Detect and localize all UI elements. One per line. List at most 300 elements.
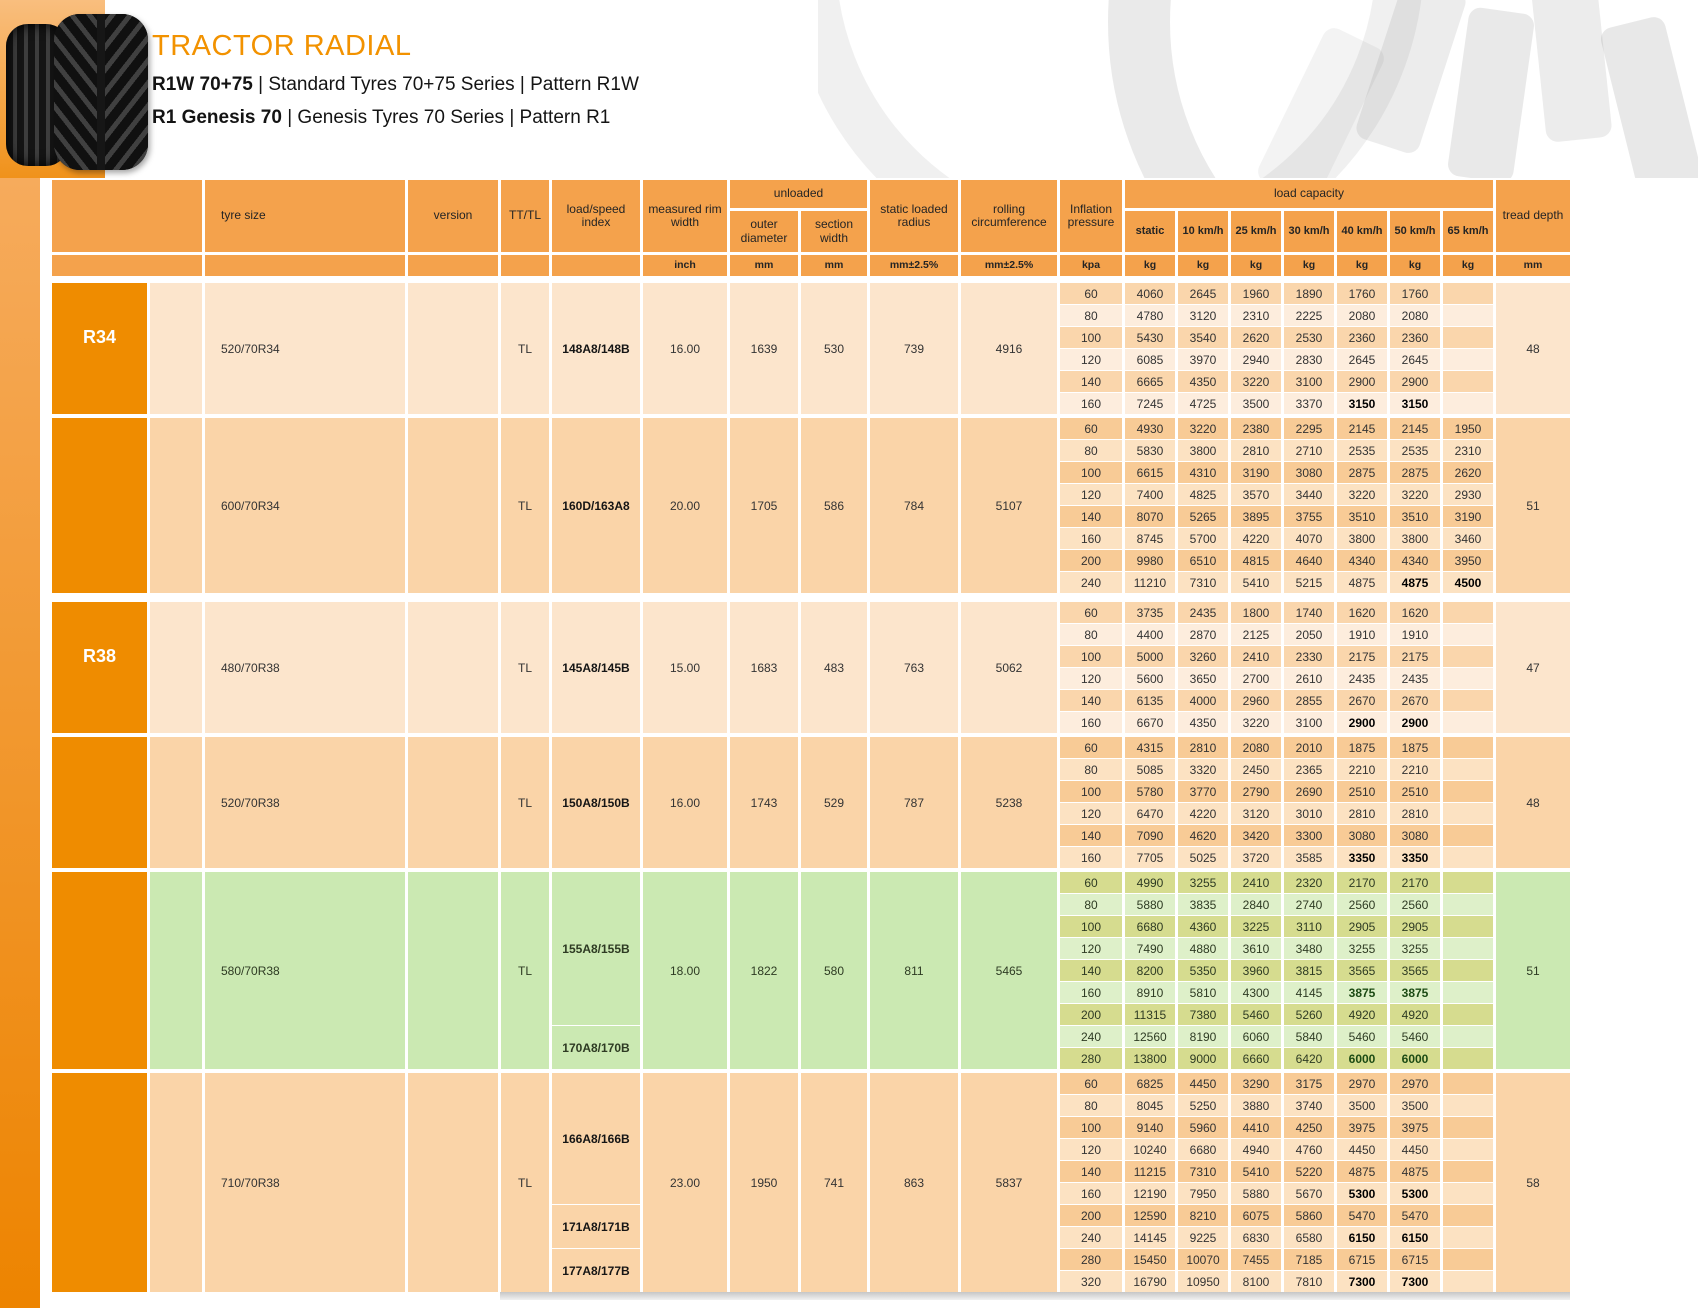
cell-pressure: 80 (1060, 894, 1122, 915)
cell-load-kg: 6825 (1125, 1073, 1175, 1094)
cell-pressure: 140 (1060, 1161, 1122, 1182)
cell-load-kg: 3740 (1284, 1095, 1334, 1116)
cell-load-kg: 2050 (1284, 624, 1334, 645)
cell-tread-depth: 48 (1496, 737, 1570, 868)
cell-load-kg: 1910 (1337, 624, 1387, 645)
cell-load-kg: 2840 (1231, 894, 1281, 915)
cell-load-kg: 6830 (1231, 1227, 1281, 1248)
header-speed-40kmh: 40 km/h (1337, 211, 1387, 252)
cell-load-kg: 2875 (1337, 462, 1387, 483)
cell-load-kg: 2310 (1443, 440, 1493, 461)
units-kg-4: kg (1337, 255, 1387, 276)
cell-outer-diameter: 1950 (730, 1073, 798, 1292)
table-bottom-shadow (500, 1292, 1570, 1300)
cell-load-kg: 5600 (1125, 668, 1175, 689)
cell-load-kg: 4145 (1284, 982, 1334, 1003)
cell-static-loaded-radius: 787 (870, 737, 958, 868)
cell-load-kg: 4450 (1390, 1139, 1440, 1160)
cell-static-loaded-radius: 863 (870, 1073, 958, 1292)
cell-load-kg: 3220 (1178, 418, 1228, 439)
cell-load-kg: 2125 (1231, 624, 1281, 645)
cell-version (408, 602, 498, 733)
header-speed-50kmh: 50 km/h (1390, 211, 1440, 252)
cell-load-kg: 6060 (1231, 1026, 1281, 1047)
cell-load-kg: 4930 (1125, 418, 1175, 439)
cell-load-kg: 3800 (1337, 528, 1387, 549)
cell-outer-diameter: 1743 (730, 737, 798, 868)
cell-pressure: 100 (1060, 781, 1122, 802)
cell-load-kg: 2210 (1390, 759, 1440, 780)
cell-load-kg: 7380 (1178, 1004, 1228, 1025)
cell-pressure: 60 (1060, 872, 1122, 893)
cell-load-kg: 4920 (1390, 1004, 1440, 1025)
cell-load-kg: 2900 (1390, 371, 1440, 392)
cell-pressure: 100 (1060, 916, 1122, 937)
cell-load-speed-index: 177A8/177B (552, 1249, 640, 1292)
cell-tyre-size: 710/70R38 (205, 1073, 405, 1292)
cell-load-kg (1443, 1095, 1493, 1116)
cell-load-kg: 4360 (1178, 916, 1228, 937)
cell-load-kg: 5410 (1231, 572, 1281, 593)
units-kg-2: kg (1231, 255, 1281, 276)
cell-load-kg: 2900 (1390, 712, 1440, 733)
cell-measured-rim-width: 18.00 (643, 872, 727, 1069)
units-tread: mm (1496, 255, 1570, 276)
cell-pressure: 60 (1060, 602, 1122, 623)
cell-load-kg: 10950 (1178, 1271, 1228, 1292)
cell-load-kg: 10240 (1125, 1139, 1175, 1160)
cell-pressure: 100 (1060, 327, 1122, 348)
cell-load-kg: 5460 (1231, 1004, 1281, 1025)
cell-load-kg: 4875 (1390, 572, 1440, 593)
cell-load-kg: 7185 (1284, 1249, 1334, 1270)
cell-load-kg: 11215 (1125, 1161, 1175, 1182)
cell-pressure: 60 (1060, 283, 1122, 304)
cell-load-kg: 2080 (1390, 305, 1440, 326)
cell-pressure: 140 (1060, 690, 1122, 711)
cell-load-kg: 3110 (1284, 916, 1334, 937)
cell-pressure: 140 (1060, 960, 1122, 981)
cell-load-kg: 1740 (1284, 602, 1334, 623)
header-outer-diameter: outer diameter (730, 211, 798, 252)
cell-load-kg: 11315 (1125, 1004, 1175, 1025)
cell-load-kg: 3565 (1337, 960, 1387, 981)
cell-section-width: 586 (801, 418, 867, 593)
cell-pressure: 200 (1060, 1004, 1122, 1025)
cell-load-kg (1443, 712, 1493, 733)
units-section-width: mm (801, 255, 867, 276)
cell-load-kg: 7090 (1125, 825, 1175, 846)
cell-load-kg: 14145 (1125, 1227, 1175, 1248)
cell-load-kg: 7455 (1231, 1249, 1281, 1270)
cell-load-kg: 3010 (1284, 803, 1334, 824)
pattern-desc-r1w: | Standard Tyres 70+75 Series | Pattern R1W (252, 74, 639, 95)
cell-load-kg: 3260 (1178, 646, 1228, 667)
cell-load-speed-index: 166A8/166B (552, 1073, 640, 1204)
cell-pressure: 100 (1060, 462, 1122, 483)
cell-tyre-size: 600/70R34 (205, 418, 405, 593)
cell-load-kg (1443, 894, 1493, 915)
cell-load-kg: 2450 (1231, 759, 1281, 780)
cell-load-kg: 5000 (1125, 646, 1175, 667)
cell-load-speed-index: 150A8/150B (552, 737, 640, 868)
cell-pressure: 240 (1060, 572, 1122, 593)
units-load-index (552, 255, 640, 276)
cell-load-kg: 3225 (1231, 916, 1281, 937)
units-outer-diameter: mm (730, 255, 798, 276)
cell-static-loaded-radius: 763 (870, 602, 958, 733)
header-group-spacer (52, 180, 202, 252)
cell-load-speed-index: 170A8/170B (552, 1026, 640, 1069)
cell-load-kg: 5880 (1231, 1183, 1281, 1204)
cell-load-kg: 2145 (1390, 418, 1440, 439)
page-title: TRACTOR RADIAL (152, 30, 412, 62)
cell-load-kg: 3440 (1284, 484, 1334, 505)
cell-load-kg: 3350 (1337, 847, 1387, 868)
cell-load-kg: 3510 (1337, 506, 1387, 527)
header-speed-10kmh: 10 km/h (1178, 211, 1228, 252)
cell-pressure: 60 (1060, 1073, 1122, 1094)
cell-load-kg: 8745 (1125, 528, 1175, 549)
cell-load-speed-index: 160D/163A8 (552, 418, 640, 593)
cell-load-kg (1443, 825, 1493, 846)
cell-load-kg: 2810 (1337, 803, 1387, 824)
cell-load-kg: 3175 (1284, 1073, 1334, 1094)
cell-load-kg: 6150 (1337, 1227, 1387, 1248)
cell-pressure: 100 (1060, 1117, 1122, 1138)
cell-load-kg: 1950 (1443, 418, 1493, 439)
cell-load-kg: 5780 (1125, 781, 1175, 802)
cell-load-kg (1443, 960, 1493, 981)
cell-load-kg (1443, 737, 1493, 758)
cell-load-kg (1443, 847, 1493, 868)
cell-load-speed-index: 145A8/145B (552, 602, 640, 733)
cell-load-kg: 3540 (1178, 327, 1228, 348)
cell-outer-diameter: 1705 (730, 418, 798, 593)
cell-load-kg: 6000 (1390, 1048, 1440, 1069)
cell-load-kg: 3895 (1231, 506, 1281, 527)
cell-load-kg (1443, 1073, 1493, 1094)
cell-pressure: 320 (1060, 1271, 1122, 1292)
cell-load-kg: 2295 (1284, 418, 1334, 439)
cell-load-kg (1443, 690, 1493, 711)
cell-load-kg: 4315 (1125, 737, 1175, 758)
cell-load-kg: 3290 (1231, 1073, 1281, 1094)
cell-load-kg: 2970 (1337, 1073, 1387, 1094)
cell-load-kg (1443, 283, 1493, 304)
cell-load-kg: 4220 (1178, 803, 1228, 824)
cell-pressure: 240 (1060, 1227, 1122, 1248)
cell-load-kg: 5215 (1284, 572, 1334, 593)
cell-load-kg: 5085 (1125, 759, 1175, 780)
tyre-front-view (54, 14, 148, 170)
cell-pressure: 160 (1060, 712, 1122, 733)
cell-load-kg: 8210 (1178, 1205, 1228, 1226)
cell-load-kg: 6075 (1231, 1205, 1281, 1226)
cell-load-kg: 3875 (1337, 982, 1387, 1003)
cell-load-kg: 3100 (1284, 371, 1334, 392)
cell-load-kg: 3190 (1443, 506, 1493, 527)
cell-load-kg: 6470 (1125, 803, 1175, 824)
cell-load-kg: 5700 (1178, 528, 1228, 549)
cell-load-kg: 2225 (1284, 305, 1334, 326)
cell-outer-diameter: 1639 (730, 283, 798, 414)
group-cell (52, 418, 147, 593)
cell-load-kg: 2175 (1337, 646, 1387, 667)
cell-measured-rim-width: 16.00 (643, 283, 727, 414)
cell-load-kg: 8100 (1231, 1271, 1281, 1292)
cell-load-kg: 3650 (1178, 668, 1228, 689)
cell-load-kg (1443, 393, 1493, 414)
units-rim: inch (643, 255, 727, 276)
cell-measured-rim-width: 20.00 (643, 418, 727, 593)
group-cell (52, 602, 147, 733)
cell-load-kg: 2365 (1284, 759, 1334, 780)
cell-load-kg: 3220 (1231, 712, 1281, 733)
cell-pressure: 60 (1060, 418, 1122, 439)
cell-load-kg: 5460 (1337, 1026, 1387, 1047)
cell-load-kg: 4070 (1284, 528, 1334, 549)
cell-load-kg: 4875 (1337, 1161, 1387, 1182)
cell-load-kg: 4725 (1178, 393, 1228, 414)
cell-load-kg: 3585 (1284, 847, 1334, 868)
cell-load-kg: 4880 (1178, 938, 1228, 959)
header-inflation-pressure: Inflation pressure (1060, 180, 1122, 252)
header-tyre-size: tyre size (205, 180, 405, 252)
cell-load-kg: 5860 (1284, 1205, 1334, 1226)
cell-load-kg: 6615 (1125, 462, 1175, 483)
cell-load-kg: 6715 (1390, 1249, 1440, 1270)
cell-tt-tl: TL (501, 602, 549, 733)
cell-load-kg: 4310 (1178, 462, 1228, 483)
cell-load-kg: 2670 (1390, 690, 1440, 711)
cell-load-kg: 4350 (1178, 712, 1228, 733)
section-600-70R34 (52, 418, 1570, 593)
cell-load-kg: 3570 (1231, 484, 1281, 505)
units-tt-tl (501, 255, 549, 276)
cell-load-kg: 1910 (1390, 624, 1440, 645)
section-520-70R34 (52, 283, 1570, 414)
units-static-radius: mm±2.5% (870, 255, 958, 276)
table-header (52, 180, 1570, 276)
cell-pressure: 80 (1060, 1095, 1122, 1116)
cell-load-kg: 6670 (1125, 712, 1175, 733)
cell-load-kg: 2670 (1337, 690, 1387, 711)
cell-load-kg: 12590 (1125, 1205, 1175, 1226)
spacer-cell (150, 872, 202, 1069)
header-speed-static: static (1125, 211, 1175, 252)
spacer-cell (150, 602, 202, 733)
cell-load-kg: 4000 (1178, 690, 1228, 711)
cell-pressure: 80 (1060, 624, 1122, 645)
cell-load-kg: 3950 (1443, 550, 1493, 571)
cell-rolling-circumference: 5465 (961, 872, 1057, 1069)
cell-load-kg: 2410 (1231, 646, 1281, 667)
cell-load-kg: 2535 (1390, 440, 1440, 461)
cell-load-kg: 3815 (1284, 960, 1334, 981)
cell-load-kg: 3500 (1390, 1095, 1440, 1116)
cell-load-kg: 3720 (1231, 847, 1281, 868)
cell-load-kg (1443, 1183, 1493, 1204)
cell-load-kg (1443, 1139, 1493, 1160)
cell-load-kg (1443, 668, 1493, 689)
cell-load-kg: 3500 (1231, 393, 1281, 414)
cell-pressure: 160 (1060, 847, 1122, 868)
units-pressure: kpa (1060, 255, 1122, 276)
cell-version (408, 1073, 498, 1292)
cell-load-kg (1443, 305, 1493, 326)
cell-version (408, 872, 498, 1069)
cell-load-kg: 3975 (1337, 1117, 1387, 1138)
cell-load-kg: 6510 (1178, 550, 1228, 571)
cell-section-width: 741 (801, 1073, 867, 1292)
cell-load-kg: 3080 (1284, 462, 1334, 483)
cell-load-kg: 3880 (1231, 1095, 1281, 1116)
section-520-70R38 (52, 737, 1570, 868)
units-version (408, 255, 498, 276)
cell-static-loaded-radius: 739 (870, 283, 958, 414)
cell-load-kg (1443, 1249, 1493, 1270)
cell-pressure: 80 (1060, 440, 1122, 461)
cell-load-kg: 2810 (1390, 803, 1440, 824)
cell-load-kg: 4640 (1284, 550, 1334, 571)
cell-load-kg: 3220 (1337, 484, 1387, 505)
cell-rolling-circumference: 5107 (961, 418, 1057, 593)
units-left-spacer (52, 255, 202, 276)
cell-load-kg: 7310 (1178, 1161, 1228, 1182)
cell-load-kg: 3500 (1337, 1095, 1387, 1116)
cell-load-kg: 2560 (1337, 894, 1387, 915)
cell-load-kg: 2170 (1337, 872, 1387, 893)
cell-load-kg: 6000 (1337, 1048, 1387, 1069)
cell-load-kg: 2435 (1390, 668, 1440, 689)
cell-load-kg: 8190 (1178, 1026, 1228, 1047)
cell-load-kg: 3835 (1178, 894, 1228, 915)
cell-load-kg: 8045 (1125, 1095, 1175, 1116)
cell-version (408, 737, 498, 868)
cell-load-kg: 4350 (1178, 371, 1228, 392)
cell-load-kg: 10070 (1178, 1249, 1228, 1270)
cell-load-kg: 2530 (1284, 327, 1334, 348)
cell-load-kg: 2510 (1390, 781, 1440, 802)
cell-load-kg: 2170 (1390, 872, 1440, 893)
cell-load-kg (1443, 781, 1493, 802)
cell-pressure: 120 (1060, 803, 1122, 824)
cell-tt-tl: TL (501, 737, 549, 868)
cell-load-kg: 2700 (1231, 668, 1281, 689)
cell-load-kg: 4300 (1231, 982, 1281, 1003)
cell-load-kg: 7490 (1125, 938, 1175, 959)
cell-load-kg: 7300 (1337, 1271, 1387, 1292)
cell-load-kg: 2380 (1231, 418, 1281, 439)
units-kg-0: kg (1125, 255, 1175, 276)
left-orange-strip (0, 178, 40, 1308)
cell-load-kg: 6420 (1284, 1048, 1334, 1069)
cell-load-kg: 6085 (1125, 349, 1175, 370)
cell-load-kg (1443, 327, 1493, 348)
cell-load-kg: 1620 (1337, 602, 1387, 623)
cell-load-kg: 9000 (1178, 1048, 1228, 1069)
cell-load-kg: 2740 (1284, 894, 1334, 915)
cell-load-kg: 3770 (1178, 781, 1228, 802)
cell-load-kg: 2360 (1390, 327, 1440, 348)
cell-load-kg: 2435 (1178, 602, 1228, 623)
cell-load-kg: 7400 (1125, 484, 1175, 505)
cell-load-kg: 4875 (1390, 1161, 1440, 1182)
cell-load-kg: 4250 (1284, 1117, 1334, 1138)
cell-load-kg: 7810 (1284, 1271, 1334, 1292)
cell-tt-tl: TL (501, 283, 549, 414)
cell-load-kg: 5670 (1284, 1183, 1334, 1204)
cell-load-kg: 2145 (1337, 418, 1387, 439)
cell-load-kg: 4410 (1231, 1117, 1281, 1138)
pattern-name-r1w: R1W 70+75 (152, 74, 253, 95)
cell-load-kg: 3565 (1390, 960, 1440, 981)
cell-load-kg: 3370 (1284, 393, 1334, 414)
cell-load-kg: 2645 (1337, 349, 1387, 370)
header-speed-25kmh: 25 km/h (1231, 211, 1281, 252)
header-tt-tl: TT/TL (501, 180, 549, 252)
cell-pressure: 140 (1060, 825, 1122, 846)
cell-load-kg: 2810 (1178, 737, 1228, 758)
cell-load-kg (1443, 1048, 1493, 1069)
spacer-cell (150, 737, 202, 868)
cell-load-kg: 7310 (1178, 572, 1228, 593)
cell-load-kg: 9140 (1125, 1117, 1175, 1138)
cell-tt-tl: TL (501, 1073, 549, 1292)
cell-load-kg: 1800 (1231, 602, 1281, 623)
cell-load-kg (1443, 938, 1493, 959)
cell-load-kg: 9225 (1178, 1227, 1228, 1248)
group-label-R34: R34 (82, 327, 117, 347)
cell-load-kg (1443, 1271, 1493, 1292)
cell-tread-depth: 51 (1496, 872, 1570, 1069)
cell-load-kg: 5430 (1125, 327, 1175, 348)
cell-load-kg: 2620 (1443, 462, 1493, 483)
cell-load-kg: 2900 (1337, 371, 1387, 392)
cell-load-kg: 15450 (1125, 1249, 1175, 1270)
cell-load-kg: 16790 (1125, 1271, 1175, 1292)
cell-load-kg: 5830 (1125, 440, 1175, 461)
cell-pressure: 160 (1060, 528, 1122, 549)
cell-load-kg: 2900 (1337, 712, 1387, 733)
cell-measured-rim-width: 16.00 (643, 737, 727, 868)
cell-load-kg: 6715 (1337, 1249, 1387, 1270)
subtitle-line-1 (152, 74, 639, 96)
cell-load-kg: 1890 (1284, 283, 1334, 304)
cell-load-kg: 8200 (1125, 960, 1175, 981)
cell-pressure: 80 (1060, 759, 1122, 780)
cell-load-kg: 5250 (1178, 1095, 1228, 1116)
cell-load-kg: 8070 (1125, 506, 1175, 527)
cell-static-loaded-radius: 784 (870, 418, 958, 593)
cell-outer-diameter: 1683 (730, 602, 798, 733)
cell-load-kg (1443, 982, 1493, 1003)
cell-load-kg: 4875 (1337, 572, 1387, 593)
group-cell (52, 872, 147, 1069)
cell-load-kg: 2855 (1284, 690, 1334, 711)
cell-load-kg: 4060 (1125, 283, 1175, 304)
title-block (152, 30, 639, 129)
cell-load-kg: 5470 (1390, 1205, 1440, 1226)
spacer-cell (150, 283, 202, 414)
cell-load-kg: 3150 (1337, 393, 1387, 414)
cell-pressure: 100 (1060, 646, 1122, 667)
cell-load-kg: 3080 (1337, 825, 1387, 846)
cell-outer-diameter: 1822 (730, 872, 798, 1069)
cell-load-kg (1443, 803, 1493, 824)
cell-load-kg (1443, 602, 1493, 623)
